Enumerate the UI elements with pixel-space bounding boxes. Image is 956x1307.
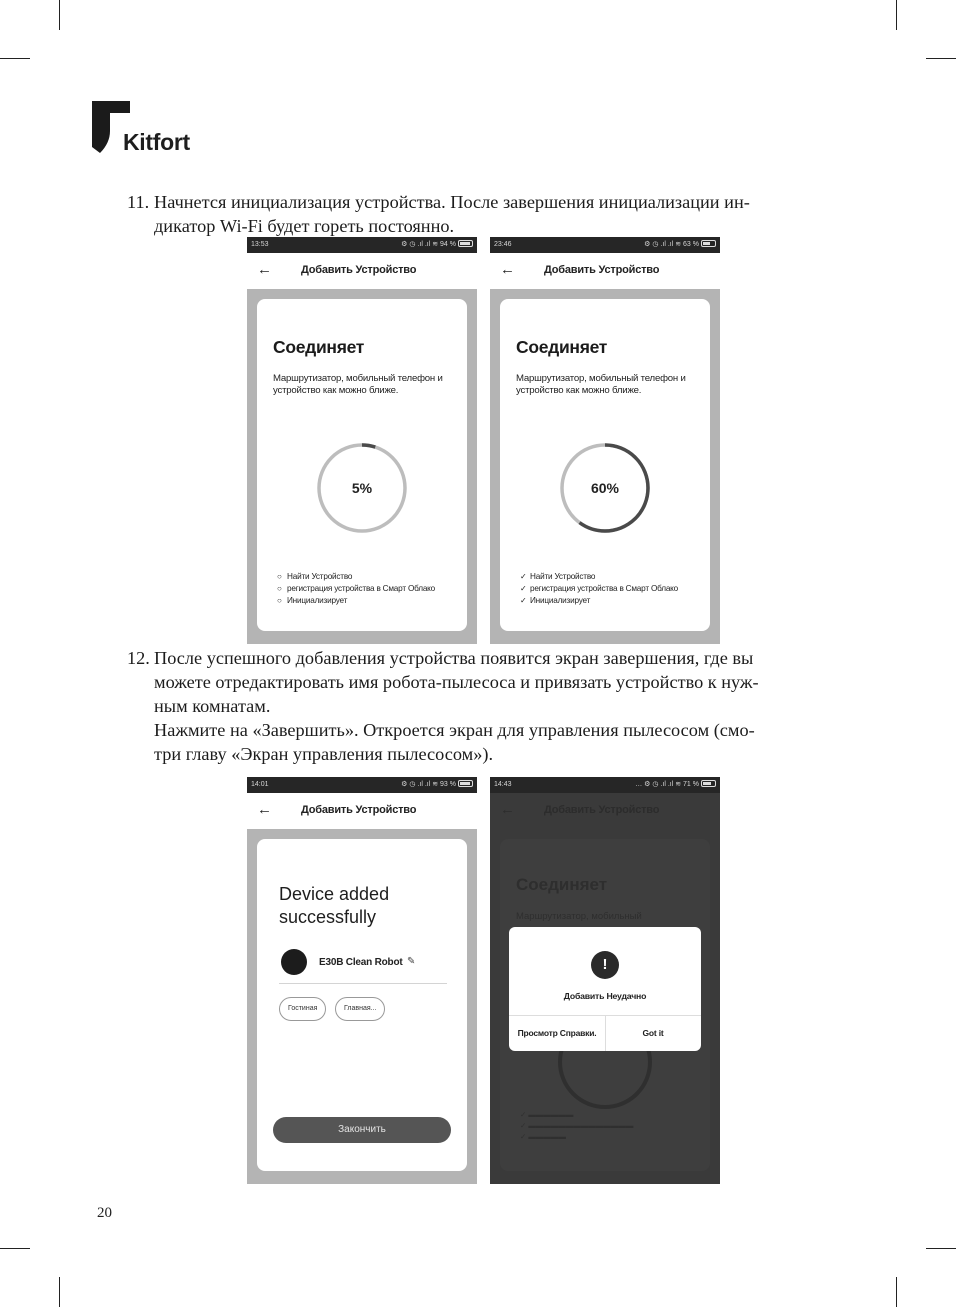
step-pending-icon: ○ (277, 584, 282, 593)
card-description: Маршрутизатор, мобильный телефон и устройство как можно ближе. (516, 373, 686, 396)
app-bar (490, 253, 720, 289)
device-name: E30B Clean Robot (319, 957, 403, 968)
text-line: Нажмите на «Завершить». Откроется экран для управления пылесосом (смо- (154, 720, 755, 740)
status-bar (490, 237, 720, 253)
checkmark-icon: ✓ (520, 572, 527, 581)
dimmed-step-item: ✓ ▬▬▬▬▬▬ (520, 1110, 574, 1119)
step-item (520, 595, 678, 607)
step-pending-icon: ○ (277, 596, 282, 605)
exclamation-icon: ! (591, 951, 619, 979)
step-label: регистрация устройства в Смарт Облако (287, 584, 436, 593)
crop-mark (926, 58, 956, 59)
pencil-icon[interactable]: ✎ (407, 956, 416, 967)
back-arrow-icon[interactable]: ← (500, 261, 515, 278)
battery-fill (460, 782, 470, 785)
back-arrow-icon: ← (500, 801, 515, 818)
battery-percent: 63 % (683, 241, 699, 248)
screen-title: Добавить Устройство (544, 804, 660, 816)
step-number: 12. (127, 648, 150, 668)
status-bar (247, 237, 477, 253)
step-list (520, 571, 678, 607)
step-label: Найти Устройство (287, 572, 353, 581)
battery-percent: 71 % (683, 781, 699, 788)
crop-mark (926, 1248, 956, 1249)
screen-title: Добавить Устройство (301, 264, 417, 276)
progress-label: 60% (590, 480, 620, 496)
dimmed-step-item: ✓ ▬▬▬▬▬ (520, 1132, 566, 1141)
crop-mark (0, 1248, 30, 1249)
card-title: Соединяет (516, 337, 608, 357)
divider (279, 983, 447, 984)
success-title: Device added successfully (279, 884, 390, 927)
text-line: можете отредактировать имя робота-пылесоса и привязать устройство к нуж- (154, 672, 759, 692)
step-number: 11. (127, 192, 150, 212)
checkmark-icon: ✓ (520, 584, 527, 593)
room-chip-living[interactable]: Гостиная (279, 997, 326, 1021)
crop-mark (896, 1277, 897, 1307)
phone-screen-device-added (247, 777, 477, 1184)
step-label: Инициализирует (287, 596, 348, 605)
step-label: регистрация устройства в Смарт Облако (530, 584, 679, 593)
status-icons: ⚙ ◷ .ıl .ıl ≋ 93 % (401, 777, 473, 793)
card-description: Маршрутизатор, мобильный телефон и устройство как можно ближе. (273, 373, 443, 396)
step-item (277, 583, 435, 595)
text-line: дикатор Wi-Fi будет гореть постоянно. (154, 216, 455, 236)
dimmed-step-list (520, 1109, 633, 1142)
progress-label: 5% (351, 480, 373, 496)
crop-mark (59, 1277, 60, 1307)
step-item (520, 571, 678, 583)
status-icons: ⚙ ◷ .ıl .ıl ≋ 94 % (401, 237, 473, 253)
card-title: Соединяет (273, 337, 365, 357)
battery-fill (703, 782, 711, 785)
battery-percent: 93 % (440, 781, 456, 788)
dimmed-step-item: ✓ ▬▬▬▬▬▬▬▬▬▬▬▬▬▬ (520, 1121, 634, 1130)
status-icons: ⚙ ◷ .ıl .ıl ≋ 63 % (644, 237, 716, 253)
phone-screen-connecting-60 (490, 237, 720, 644)
step-item (277, 595, 435, 607)
battery-icon (701, 240, 716, 247)
back-arrow-icon[interactable]: ← (257, 261, 272, 278)
room-chip-main[interactable]: Главная... (335, 997, 385, 1021)
crop-mark (896, 0, 897, 30)
step-label: Найти Устройство (530, 572, 596, 581)
connecting-card (500, 299, 710, 631)
app-bar (490, 793, 720, 829)
view-help-button[interactable]: Просмотр Справки. (517, 1028, 597, 1038)
status-icons: … ⚙ ◷ .ıl .ıl ≋ 71 % (635, 777, 716, 793)
robot-avatar (281, 949, 307, 975)
status-bar (247, 777, 477, 793)
checkmark-icon: ✓ (520, 596, 527, 605)
phone-screen-add-failed (490, 777, 720, 1184)
device-added-card (257, 839, 467, 1171)
battery-fill (703, 242, 710, 245)
screen-title: Добавить Устройство (301, 804, 417, 816)
back-arrow-icon[interactable]: ← (257, 801, 272, 818)
logo-text: Kitfort (123, 129, 190, 155)
finish-button[interactable]: Закончить (273, 1117, 451, 1143)
status-time: 23:46 (494, 241, 512, 248)
dimmed-card-description: Маршрутизатор, мобильный (516, 911, 642, 922)
battery-icon (701, 780, 716, 787)
text-line: ным комнатам. (154, 696, 271, 716)
step-12-text (127, 646, 759, 766)
app-bar (247, 793, 477, 829)
status-time: 14:43 (494, 781, 512, 788)
status-bar (490, 777, 720, 793)
error-dialog (509, 927, 701, 1051)
page-number: 20 (97, 1205, 112, 1221)
crop-mark (0, 58, 30, 59)
phone-screen-connecting-5 (247, 237, 477, 644)
status-time: 13:53 (251, 241, 269, 248)
crop-mark (59, 0, 60, 30)
step-label: Инициализирует (530, 596, 591, 605)
step-11-text (127, 190, 750, 238)
app-bar (247, 253, 477, 289)
step-item (520, 583, 678, 595)
battery-icon (458, 780, 473, 787)
step-pending-icon: ○ (277, 572, 282, 581)
got-it-button[interactable]: Got it (642, 1028, 664, 1038)
text-line: После успешного добавления устройства появится экран завершения, где вы (154, 648, 754, 668)
battery-percent: 94 % (440, 241, 456, 248)
connecting-card (257, 299, 467, 631)
screen-title: Добавить Устройство (544, 264, 660, 276)
dialog-message: Добавить Неудачно (563, 991, 647, 1001)
text-line: три главу «Экран управления пылесосом»). (154, 744, 494, 764)
battery-icon (458, 240, 473, 247)
status-time: 14:01 (251, 781, 269, 788)
step-list (277, 571, 435, 607)
battery-fill (460, 242, 470, 245)
step-item (277, 571, 435, 583)
text-line: Начнется инициализация устройства. После завершения инициализации ин- (154, 192, 750, 212)
dimmed-card-title: Соединяет (516, 875, 608, 894)
